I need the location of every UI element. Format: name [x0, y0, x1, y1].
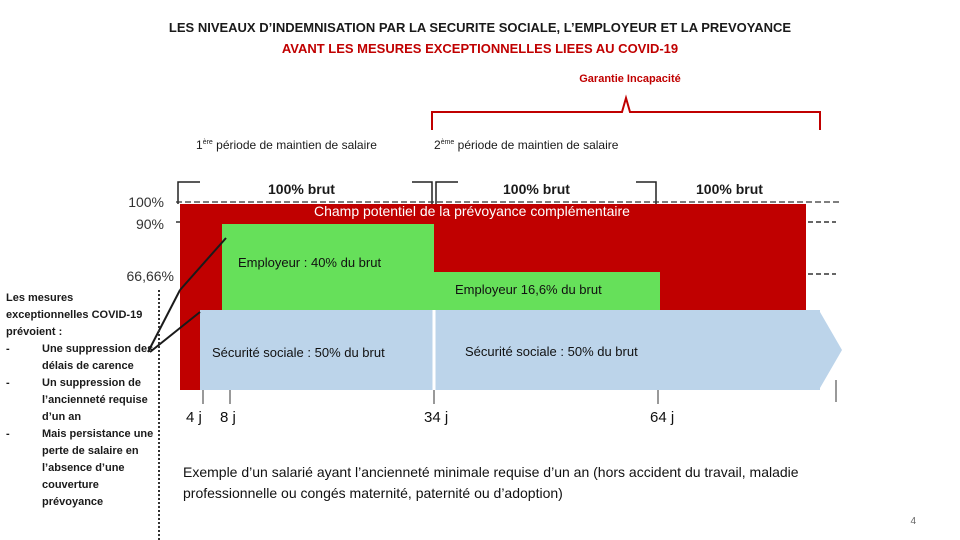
covid-note	[6, 290, 158, 511]
brut-label-3: 100% brut	[696, 181, 763, 197]
period-2-label: 2ème période de maintien de salaire	[434, 138, 619, 152]
note-item: - Un suppression de l’ancienneté requise d’un an	[6, 375, 158, 426]
secu-label-2: Sécurité sociale : 50% du brut	[465, 344, 638, 359]
pct-66: 66,66%	[126, 268, 174, 284]
note-intro: Les mesures exceptionnelles COVID-19 prévoient :	[6, 292, 143, 338]
brut-label-2: 100% brut	[503, 181, 570, 197]
prevoyance-label: Champ potentiel de la prévoyance complémentaire	[314, 203, 630, 219]
page-number: 4	[910, 516, 916, 527]
note-item: - Une suppression des délais de carence	[6, 341, 158, 375]
pct-90: 90%	[135, 216, 164, 232]
pct-100: 100%	[128, 194, 164, 210]
covid-note-box	[6, 290, 160, 540]
day-8: 8 j	[220, 409, 236, 426]
example-text: Exemple d’un salarié ayant l’ancienneté minimale requise d’un an (hors accident du travail, maladie professionnelle ou congés maternité, paternité ou d’adoption)	[183, 464, 799, 501]
day-64: 64 j	[650, 409, 675, 426]
note-item: - Mais persistance une perte de salaire en l’absence d’une couverture prévoyance	[6, 426, 158, 511]
day-34: 34 j	[424, 409, 449, 426]
day-4: 4 j	[186, 409, 202, 426]
title-line-2: AVANT LES MESURES EXCEPTIONNELLES LIEES AU COVID-19	[281, 41, 679, 56]
note-list	[6, 341, 158, 511]
title-line-1: LES NIVEAUX D’INDEMNISATION PAR LA SECURITE SOCIALE, L’EMPLOYEUR ET LA PREVOYANCE	[168, 20, 792, 35]
employeur-label-1: Employeur : 40% du brut	[238, 255, 382, 270]
period-1-label: 1ère période de maintien de salaire	[196, 138, 377, 152]
garantie-label: Garantie Incapacité	[579, 73, 681, 85]
brut-label-1: 100% brut	[268, 181, 335, 197]
secu-label-1: Sécurité sociale : 50% du brut	[212, 345, 385, 360]
employeur-label-2: Employeur 16,6% du brut	[455, 282, 602, 297]
